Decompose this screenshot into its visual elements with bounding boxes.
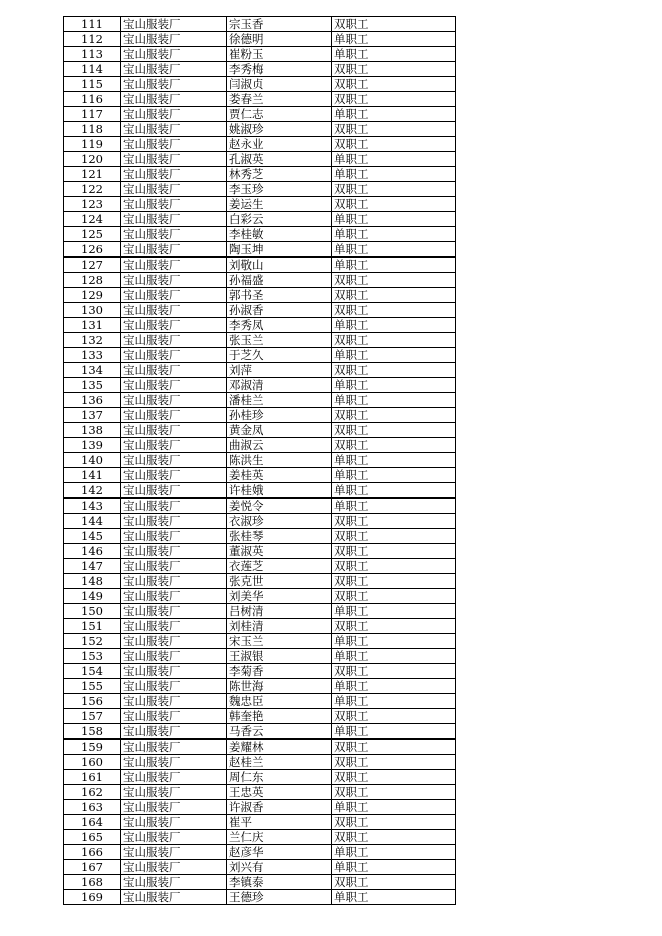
unit-cell: 宝山服装厂	[121, 845, 227, 860]
table-row	[64, 649, 456, 664]
name-cell: 姜耀林	[227, 739, 332, 755]
worker-type-cell: 单职工	[332, 694, 456, 709]
unit-cell: 宝山服装厂	[121, 529, 227, 544]
table-row	[64, 498, 456, 514]
table-row	[64, 212, 456, 227]
unit-cell: 宝山服装厂	[121, 468, 227, 483]
row-number-cell: 163	[64, 800, 121, 815]
name-cell: 衣莲芝	[227, 559, 332, 574]
table-row	[64, 92, 456, 107]
unit-cell: 宝山服装厂	[121, 363, 227, 378]
table-row	[64, 152, 456, 167]
worker-type-cell: 单职工	[332, 800, 456, 815]
row-number-cell: 154	[64, 664, 121, 679]
row-number-cell: 138	[64, 423, 121, 438]
worker-type-cell: 单职工	[332, 47, 456, 62]
unit-cell: 宝山服装厂	[121, 800, 227, 815]
unit-cell: 宝山服装厂	[121, 62, 227, 77]
name-cell: 衣淑珍	[227, 514, 332, 529]
row-number-cell: 165	[64, 830, 121, 845]
table-row	[64, 619, 456, 634]
table-row	[64, 438, 456, 453]
name-cell: 韩奎艳	[227, 709, 332, 724]
worker-type-cell: 双职工	[332, 529, 456, 544]
name-cell: 娄春兰	[227, 92, 332, 107]
name-cell: 魏忠臣	[227, 694, 332, 709]
name-cell: 姜桂英	[227, 468, 332, 483]
name-cell: 王德珍	[227, 890, 332, 905]
name-cell: 张桂琴	[227, 529, 332, 544]
row-number-cell: 122	[64, 182, 121, 197]
unit-cell: 宝山服装厂	[121, 649, 227, 664]
table-row	[64, 559, 456, 574]
unit-cell: 宝山服装厂	[121, 227, 227, 242]
unit-cell: 宝山服装厂	[121, 92, 227, 107]
table-row	[64, 227, 456, 242]
worker-type-cell: 单职工	[332, 679, 456, 694]
row-number-cell: 121	[64, 167, 121, 182]
table-row	[64, 182, 456, 197]
name-cell: 孙淑香	[227, 303, 332, 318]
unit-cell: 宝山服装厂	[121, 860, 227, 875]
row-number-cell: 166	[64, 845, 121, 860]
worker-type-cell: 双职工	[332, 544, 456, 559]
name-cell: 兰仁庆	[227, 830, 332, 845]
row-number-cell: 125	[64, 227, 121, 242]
table-row	[64, 544, 456, 559]
worker-type-cell: 单职工	[332, 468, 456, 483]
row-number-cell: 133	[64, 348, 121, 363]
name-cell: 孙福盛	[227, 273, 332, 288]
unit-cell: 宝山服装厂	[121, 47, 227, 62]
name-cell: 马香云	[227, 724, 332, 740]
name-cell: 白彩云	[227, 212, 332, 227]
name-cell: 李菊香	[227, 664, 332, 679]
unit-cell: 宝山服装厂	[121, 318, 227, 333]
unit-cell: 宝山服装厂	[121, 242, 227, 258]
table-row	[64, 845, 456, 860]
table-row	[64, 197, 456, 212]
worker-type-cell: 双职工	[332, 438, 456, 453]
table-row	[64, 830, 456, 845]
worker-type-cell: 双职工	[332, 739, 456, 755]
table-row	[64, 679, 456, 694]
row-number-cell: 148	[64, 574, 121, 589]
table-row	[64, 770, 456, 785]
row-number-cell: 113	[64, 47, 121, 62]
table-row	[64, 664, 456, 679]
unit-cell: 宝山服装厂	[121, 273, 227, 288]
worker-type-cell: 双职工	[332, 122, 456, 137]
unit-cell: 宝山服装厂	[121, 32, 227, 47]
row-number-cell: 130	[64, 303, 121, 318]
unit-cell: 宝山服装厂	[121, 709, 227, 724]
unit-cell: 宝山服装厂	[121, 122, 227, 137]
name-cell: 徐德明	[227, 32, 332, 47]
unit-cell: 宝山服装厂	[121, 619, 227, 634]
row-number-cell: 111	[64, 17, 121, 32]
name-cell: 林秀芝	[227, 167, 332, 182]
name-cell: 宗玉香	[227, 17, 332, 32]
table-row	[64, 273, 456, 288]
table-row	[64, 875, 456, 890]
name-cell: 曲淑云	[227, 438, 332, 453]
unit-cell: 宝山服装厂	[121, 438, 227, 453]
row-number-cell: 155	[64, 679, 121, 694]
row-number-cell: 159	[64, 739, 121, 755]
row-number-cell: 136	[64, 393, 121, 408]
name-cell: 董淑英	[227, 544, 332, 559]
worker-type-cell: 单职工	[332, 378, 456, 393]
table-row	[64, 800, 456, 815]
unit-cell: 宝山服装厂	[121, 679, 227, 694]
worker-type-cell: 单职工	[332, 393, 456, 408]
row-number-cell: 132	[64, 333, 121, 348]
name-cell: 周仁东	[227, 770, 332, 785]
row-number-cell: 117	[64, 107, 121, 122]
worker-type-cell: 双职工	[332, 815, 456, 830]
unit-cell: 宝山服装厂	[121, 589, 227, 604]
worker-type-cell: 双职工	[332, 288, 456, 303]
unit-cell: 宝山服装厂	[121, 77, 227, 92]
table-row	[64, 694, 456, 709]
row-number-cell: 168	[64, 875, 121, 890]
row-number-cell: 131	[64, 318, 121, 333]
row-number-cell: 114	[64, 62, 121, 77]
table-row	[64, 378, 456, 393]
name-cell: 李玉珍	[227, 182, 332, 197]
unit-cell: 宝山服装厂	[121, 785, 227, 800]
unit-cell: 宝山服装厂	[121, 182, 227, 197]
unit-cell: 宝山服装厂	[121, 288, 227, 303]
table-row	[64, 408, 456, 423]
unit-cell: 宝山服装厂	[121, 830, 227, 845]
unit-cell: 宝山服装厂	[121, 348, 227, 363]
table-row	[64, 32, 456, 47]
name-cell: 张玉兰	[227, 333, 332, 348]
worker-type-cell: 单职工	[332, 483, 456, 499]
worker-type-cell: 单职工	[332, 257, 456, 273]
name-cell: 许桂娥	[227, 483, 332, 499]
row-number-cell: 120	[64, 152, 121, 167]
row-number-cell: 146	[64, 544, 121, 559]
name-cell: 许淑香	[227, 800, 332, 815]
name-cell: 孙桂珍	[227, 408, 332, 423]
table-row	[64, 785, 456, 800]
worker-type-cell: 单职工	[332, 152, 456, 167]
name-cell: 刘桂清	[227, 619, 332, 634]
unit-cell: 宝山服装厂	[121, 197, 227, 212]
unit-cell: 宝山服装厂	[121, 212, 227, 227]
unit-cell: 宝山服装厂	[121, 514, 227, 529]
worker-type-cell: 单职工	[332, 348, 456, 363]
row-number-cell: 115	[64, 77, 121, 92]
row-number-cell: 160	[64, 755, 121, 770]
worker-type-cell: 单职工	[332, 107, 456, 122]
worker-type-cell: 单职工	[332, 634, 456, 649]
unit-cell: 宝山服装厂	[121, 544, 227, 559]
worker-type-cell: 单职工	[332, 890, 456, 905]
unit-cell: 宝山服装厂	[121, 664, 227, 679]
table-row	[64, 333, 456, 348]
row-number-cell: 161	[64, 770, 121, 785]
worker-type-cell: 双职工	[332, 619, 456, 634]
table-row	[64, 363, 456, 378]
table-row	[64, 815, 456, 830]
row-number-cell: 149	[64, 589, 121, 604]
unit-cell: 宝山服装厂	[121, 498, 227, 514]
name-cell: 姜悦令	[227, 498, 332, 514]
table-row	[64, 318, 456, 333]
worker-type-cell: 双职工	[332, 303, 456, 318]
name-cell: 邓淑清	[227, 378, 332, 393]
table-row	[64, 468, 456, 483]
name-cell: 陈世海	[227, 679, 332, 694]
worker-type-cell: 双职工	[332, 770, 456, 785]
name-cell: 刘萍	[227, 363, 332, 378]
worker-type-cell: 双职工	[332, 92, 456, 107]
unit-cell: 宝山服装厂	[121, 167, 227, 182]
name-cell: 李镇泰	[227, 875, 332, 890]
table-row	[64, 303, 456, 318]
name-cell: 李秀梅	[227, 62, 332, 77]
worker-type-cell: 双职工	[332, 408, 456, 423]
worker-type-cell: 单职工	[332, 453, 456, 468]
row-number-cell: 134	[64, 363, 121, 378]
unit-cell: 宝山服装厂	[121, 755, 227, 770]
unit-cell: 宝山服装厂	[121, 408, 227, 423]
table-row	[64, 137, 456, 152]
table-row	[64, 167, 456, 182]
unit-cell: 宝山服装厂	[121, 815, 227, 830]
row-number-cell: 169	[64, 890, 121, 905]
name-cell: 贾仁志	[227, 107, 332, 122]
worker-type-cell: 双职工	[332, 709, 456, 724]
worker-type-cell: 单职工	[332, 649, 456, 664]
row-number-cell: 123	[64, 197, 121, 212]
row-number-cell: 143	[64, 498, 121, 514]
name-cell: 潘桂兰	[227, 393, 332, 408]
unit-cell: 宝山服装厂	[121, 559, 227, 574]
row-number-cell: 157	[64, 709, 121, 724]
unit-cell: 宝山服装厂	[121, 453, 227, 468]
table-row	[64, 17, 456, 32]
row-number-cell: 164	[64, 815, 121, 830]
table-row	[64, 257, 456, 273]
unit-cell: 宝山服装厂	[121, 378, 227, 393]
table-row	[64, 724, 456, 740]
table-row	[64, 574, 456, 589]
row-number-cell: 167	[64, 860, 121, 875]
worker-type-cell: 双职工	[332, 363, 456, 378]
name-cell: 孔淑英	[227, 152, 332, 167]
table-row	[64, 423, 456, 438]
name-cell: 崔粉玉	[227, 47, 332, 62]
unit-cell: 宝山服装厂	[121, 724, 227, 740]
name-cell: 赵桂兰	[227, 755, 332, 770]
row-number-cell: 145	[64, 529, 121, 544]
name-cell: 姚淑珍	[227, 122, 332, 137]
worker-type-cell: 双职工	[332, 197, 456, 212]
row-number-cell: 139	[64, 438, 121, 453]
row-number-cell: 141	[64, 468, 121, 483]
row-number-cell: 135	[64, 378, 121, 393]
table-row	[64, 739, 456, 755]
unit-cell: 宝山服装厂	[121, 333, 227, 348]
row-number-cell: 158	[64, 724, 121, 740]
name-cell: 王忠英	[227, 785, 332, 800]
worker-type-cell: 双职工	[332, 273, 456, 288]
worker-type-cell: 双职工	[332, 830, 456, 845]
worker-type-cell: 单职工	[332, 724, 456, 740]
unit-cell: 宝山服装厂	[121, 17, 227, 32]
name-cell: 黄金凤	[227, 423, 332, 438]
row-number-cell: 144	[64, 514, 121, 529]
unit-cell: 宝山服装厂	[121, 483, 227, 499]
worker-type-cell: 双职工	[332, 785, 456, 800]
worker-type-cell: 单职工	[332, 498, 456, 514]
unit-cell: 宝山服装厂	[121, 423, 227, 438]
unit-cell: 宝山服装厂	[121, 890, 227, 905]
worker-type-cell: 双职工	[332, 574, 456, 589]
row-number-cell: 151	[64, 619, 121, 634]
row-number-cell: 116	[64, 92, 121, 107]
row-number-cell: 152	[64, 634, 121, 649]
name-cell: 李秀凤	[227, 318, 332, 333]
table-row	[64, 589, 456, 604]
worker-type-cell: 双职工	[332, 589, 456, 604]
worker-table-body	[64, 17, 456, 905]
worker-type-cell: 双职工	[332, 77, 456, 92]
unit-cell: 宝山服装厂	[121, 107, 227, 122]
table-row	[64, 107, 456, 122]
row-number-cell: 156	[64, 694, 121, 709]
row-number-cell: 124	[64, 212, 121, 227]
worker-type-cell: 单职工	[332, 845, 456, 860]
name-cell: 陶玉坤	[227, 242, 332, 258]
worker-type-cell: 双职工	[332, 559, 456, 574]
worker-type-cell: 单职工	[332, 227, 456, 242]
unit-cell: 宝山服装厂	[121, 137, 227, 152]
worker-type-cell: 双职工	[332, 755, 456, 770]
table-row	[64, 604, 456, 619]
name-cell: 陈洪生	[227, 453, 332, 468]
name-cell: 王淑银	[227, 649, 332, 664]
row-number-cell: 118	[64, 122, 121, 137]
table-row	[64, 483, 456, 499]
worker-type-cell: 双职工	[332, 664, 456, 679]
worker-type-cell: 双职工	[332, 423, 456, 438]
unit-cell: 宝山服装厂	[121, 303, 227, 318]
table-row	[64, 755, 456, 770]
unit-cell: 宝山服装厂	[121, 574, 227, 589]
table-row	[64, 709, 456, 724]
row-number-cell: 137	[64, 408, 121, 423]
row-number-cell: 112	[64, 32, 121, 47]
unit-cell: 宝山服装厂	[121, 604, 227, 619]
unit-cell: 宝山服装厂	[121, 875, 227, 890]
unit-cell: 宝山服装厂	[121, 634, 227, 649]
table-row	[64, 634, 456, 649]
worker-type-cell: 单职工	[332, 242, 456, 258]
name-cell: 闫淑贞	[227, 77, 332, 92]
worker-type-cell: 单职工	[332, 604, 456, 619]
worker-type-cell: 双职工	[332, 182, 456, 197]
row-number-cell: 150	[64, 604, 121, 619]
worker-type-cell: 双职工	[332, 875, 456, 890]
row-number-cell: 147	[64, 559, 121, 574]
name-cell: 姜运生	[227, 197, 332, 212]
table-row	[64, 288, 456, 303]
row-number-cell: 128	[64, 273, 121, 288]
name-cell: 吕树清	[227, 604, 332, 619]
table-row	[64, 122, 456, 137]
table-row	[64, 453, 456, 468]
name-cell: 赵永业	[227, 137, 332, 152]
table-row	[64, 514, 456, 529]
table-row	[64, 47, 456, 62]
name-cell: 崔平	[227, 815, 332, 830]
table-row	[64, 77, 456, 92]
worker-type-cell: 单职工	[332, 212, 456, 227]
name-cell: 刘美华	[227, 589, 332, 604]
worker-type-cell: 双职工	[332, 137, 456, 152]
name-cell: 于芝久	[227, 348, 332, 363]
name-cell: 郭书圣	[227, 288, 332, 303]
unit-cell: 宝山服装厂	[121, 694, 227, 709]
unit-cell: 宝山服装厂	[121, 257, 227, 273]
worker-type-cell: 单职工	[332, 860, 456, 875]
worker-type-cell: 双职工	[332, 17, 456, 32]
worker-type-cell: 双职工	[332, 333, 456, 348]
name-cell: 张克世	[227, 574, 332, 589]
row-number-cell: 126	[64, 242, 121, 258]
row-number-cell: 127	[64, 257, 121, 273]
worker-type-cell: 单职工	[332, 167, 456, 182]
table-row	[64, 62, 456, 77]
worker-type-cell: 单职工	[332, 318, 456, 333]
name-cell: 刘敬山	[227, 257, 332, 273]
worker-type-cell: 单职工	[332, 32, 456, 47]
worker-table	[63, 16, 456, 905]
unit-cell: 宝山服装厂	[121, 393, 227, 408]
table-row	[64, 890, 456, 905]
name-cell: 赵彦华	[227, 845, 332, 860]
row-number-cell: 153	[64, 649, 121, 664]
name-cell: 李桂敏	[227, 227, 332, 242]
worker-type-cell: 双职工	[332, 62, 456, 77]
row-number-cell: 142	[64, 483, 121, 499]
row-number-cell: 140	[64, 453, 121, 468]
table-row	[64, 242, 456, 258]
table-row	[64, 348, 456, 363]
unit-cell: 宝山服装厂	[121, 770, 227, 785]
table-row	[64, 529, 456, 544]
unit-cell: 宝山服装厂	[121, 152, 227, 167]
name-cell: 刘兴有	[227, 860, 332, 875]
row-number-cell: 119	[64, 137, 121, 152]
row-number-cell: 162	[64, 785, 121, 800]
name-cell: 宋玉兰	[227, 634, 332, 649]
unit-cell: 宝山服装厂	[121, 739, 227, 755]
row-number-cell: 129	[64, 288, 121, 303]
worker-type-cell: 双职工	[332, 514, 456, 529]
table-row	[64, 860, 456, 875]
table-row	[64, 393, 456, 408]
